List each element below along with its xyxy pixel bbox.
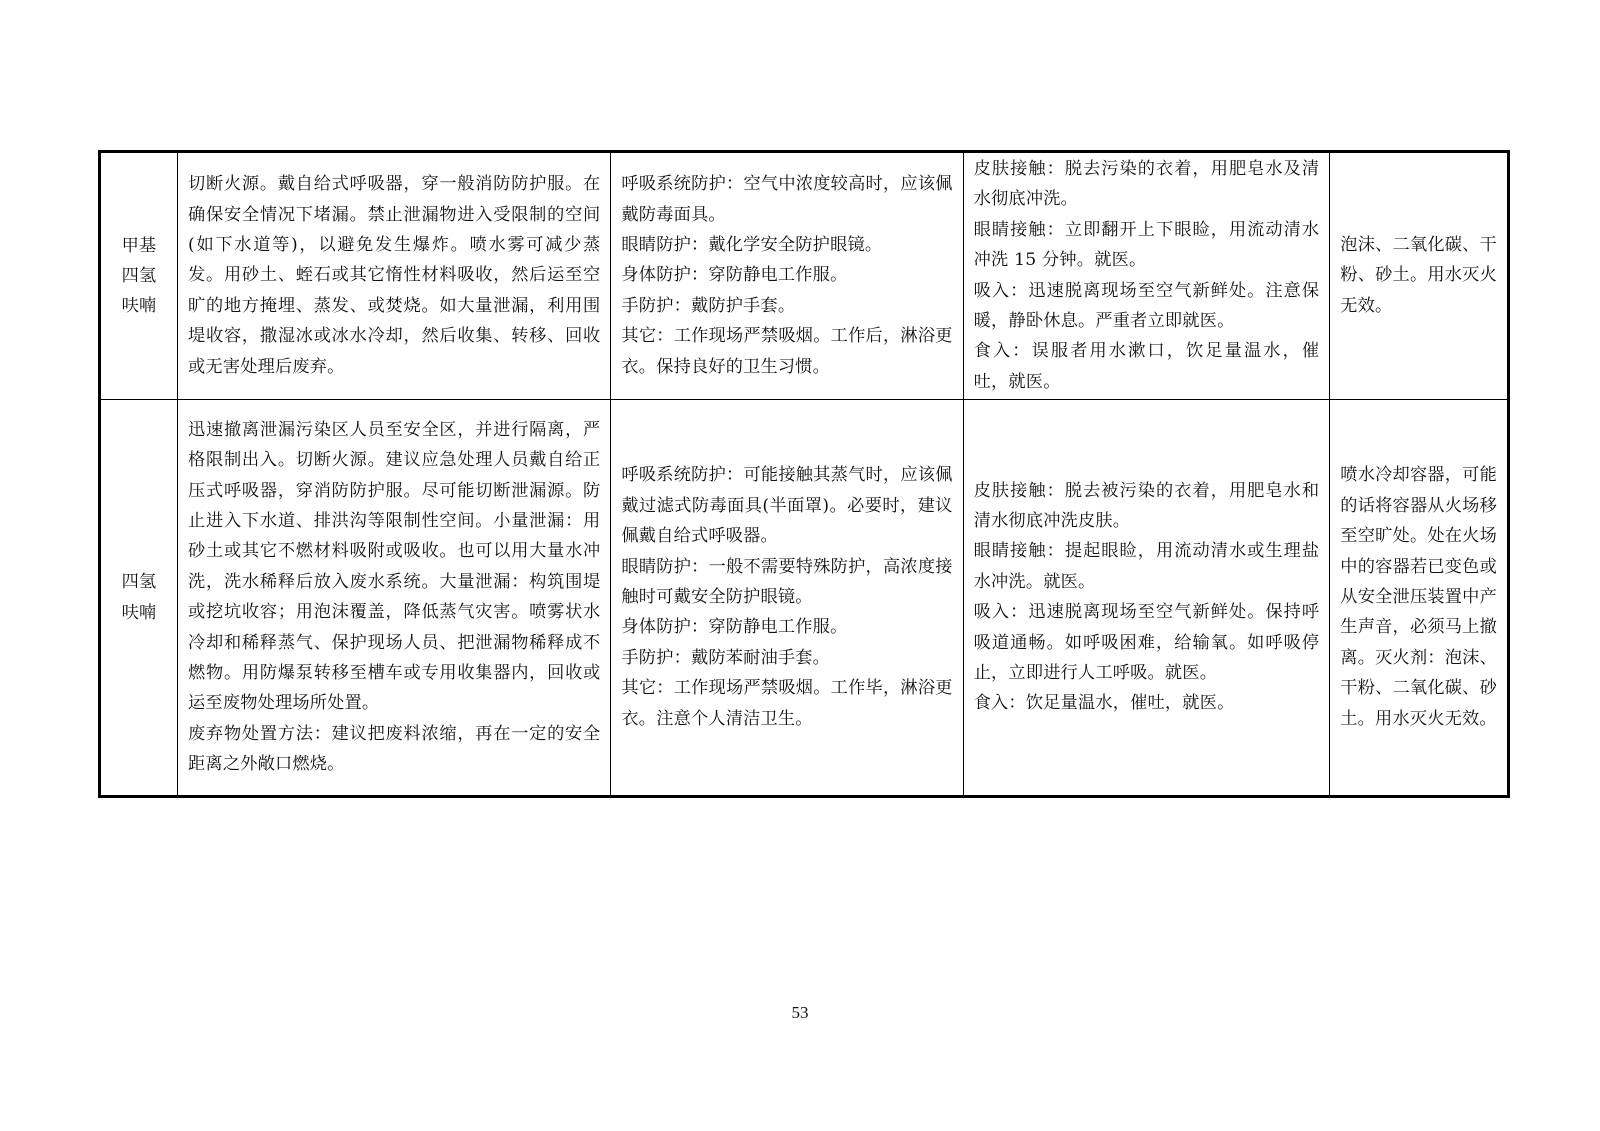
body-protection-text: 身体防护：穿防静电工作服。	[621, 617, 848, 638]
other-protection-text: 其它：工作现场严禁吸烟。工作毕，淋浴更衣。注意个人清洁卫生。	[621, 678, 953, 729]
fire-fighting-text: 喷水冷却容器，可能的话将容器从火场移至空旷处。处在火场中的容器若已变色或从安全泄压装置中产生声音，必须马上撤离。灭火剂：泡沫、干粉、二氧化碳、砂土。用水灭火无效。	[1340, 465, 1497, 729]
spill-response-cell	[178, 152, 611, 400]
skin-contact-text: 皮肤接触：脱去被污染的衣着，用肥皂水和清水彻底冲洗皮肤。	[973, 480, 1320, 532]
chemical-name-line: 四氢	[121, 572, 157, 593]
chemical-name-cell	[100, 152, 178, 400]
hand-protection-text: 手防护：戴防苯耐油手套。	[621, 647, 831, 668]
spill-response-text: 迅速撤离泄漏污染区人员至安全区，并进行隔离，严格限制出入。切断火源。建议应急处理人员戴自给正压式呼吸器，穿消防防护服。尽可能切断泄漏源。防止进入下水道、排洪沟等限制性空间。小量泄漏：用砂土或其它不燃材料吸附或吸收。也可以用大量水冲洗，洗水稀释后放入废水系统。大量泄漏：构筑围堤或挖坑收容；用泡沫覆盖，降低蒸气灾害。喷雾状水冷却和稀释蒸气、保护现场人员、把泄漏物稀释成不燃物。用防爆泵转移至槽车或专用收集器内，回收或运至废物处理场所处置。	[188, 419, 601, 714]
ingestion-text: 食入：饮足量温水，催吐，就医。	[973, 693, 1235, 714]
inhalation-text: 吸入：迅速脱离现场至空气新鲜处。注意保暖，静卧休息。严重者立即就医。	[973, 280, 1320, 332]
eye-contact-text: 眼睛接触：立即翻开上下眼睑，用流动清水冲洗 15 分钟。就医。	[973, 219, 1320, 271]
chemical-safety-table	[98, 150, 1510, 798]
fire-fighting-text: 泡沫、二氧化碳、干粉、砂土。用水灭火无效。	[1340, 235, 1497, 316]
other-protection-text: 其它：工作现场严禁吸烟。工作后，淋浴更衣。保持良好的卫生习惯。	[621, 326, 953, 377]
body-protection-text: 身体防护：穿防静电工作服。	[621, 265, 848, 286]
chemical-name-cell	[100, 400, 178, 797]
table-row	[100, 152, 1509, 400]
eye-protection-text: 眼睛防护：戴化学安全防护眼镜。	[621, 235, 883, 256]
first-aid-cell	[963, 400, 1330, 797]
skin-contact-text: 皮肤接触：脱去污染的衣着，用肥皂水及清水彻底冲洗。	[973, 159, 1320, 210]
spill-response-cell	[178, 400, 611, 797]
chemical-name-line: 四氢	[121, 265, 157, 286]
page-number: 53	[791, 1003, 809, 1022]
chemical-name-line: 呋喃	[121, 296, 157, 317]
eye-protection-text: 眼睛防护：一般不需要特殊防护，高浓度接触时可戴安全防护眼镜。	[621, 556, 953, 608]
eye-contact-text: 眼睛接触：提起眼睑，用流动清水或生理盐水冲洗。就医。	[973, 541, 1320, 592]
respiratory-protection-text: 呼吸系统防护：空气中浓度较高时，应该佩戴防毒面具。	[621, 174, 953, 225]
respiratory-protection-text: 呼吸系统防护：可能接触其蒸气时，应该佩戴过滤式防毒面具(半面罩)。必要时，建议佩戴自给式呼吸器。	[621, 465, 953, 547]
chemical-name-line: 甲基	[121, 235, 157, 256]
fire-fighting-cell	[1330, 152, 1509, 400]
table-row	[100, 400, 1509, 797]
protection-cell	[611, 152, 963, 400]
waste-disposal-text: 废弃物处置方法：建议把废料浓缩，再在一定的安全距离之外敞口燃烧。	[188, 723, 601, 775]
fire-fighting-cell	[1330, 400, 1509, 797]
inhalation-text: 吸入：迅速脱离现场至空气新鲜处。保持呼吸道通畅。如呼吸困难，给输氧。如呼吸停止，立即进行人工呼吸。就医。	[973, 602, 1320, 684]
chemical-name-line: 呋喃	[121, 602, 157, 623]
protection-cell	[611, 400, 963, 797]
ingestion-text: 食入：误服者用水漱口，饮足量温水，催吐，就医。	[973, 341, 1320, 392]
hand-protection-text: 手防护：戴防护手套。	[621, 295, 796, 316]
spill-response-text: 切断火源。戴自给式呼吸器，穿一般消防防护服。在确保安全情况下堵漏。禁止泄漏物进入受限制的空间(如下水道等)，以避免发生爆炸。喷水雾可减少蒸发。用砂土、蛭石或其它惰性材料吸收，然后运至空旷的地方掩埋、蒸发、或焚烧。如大量泄漏，利用围堤收容，撒湿冰或冰水冷却，然后收集、转移、回收或无害处理后废弃。	[188, 174, 601, 377]
first-aid-cell	[963, 152, 1330, 400]
